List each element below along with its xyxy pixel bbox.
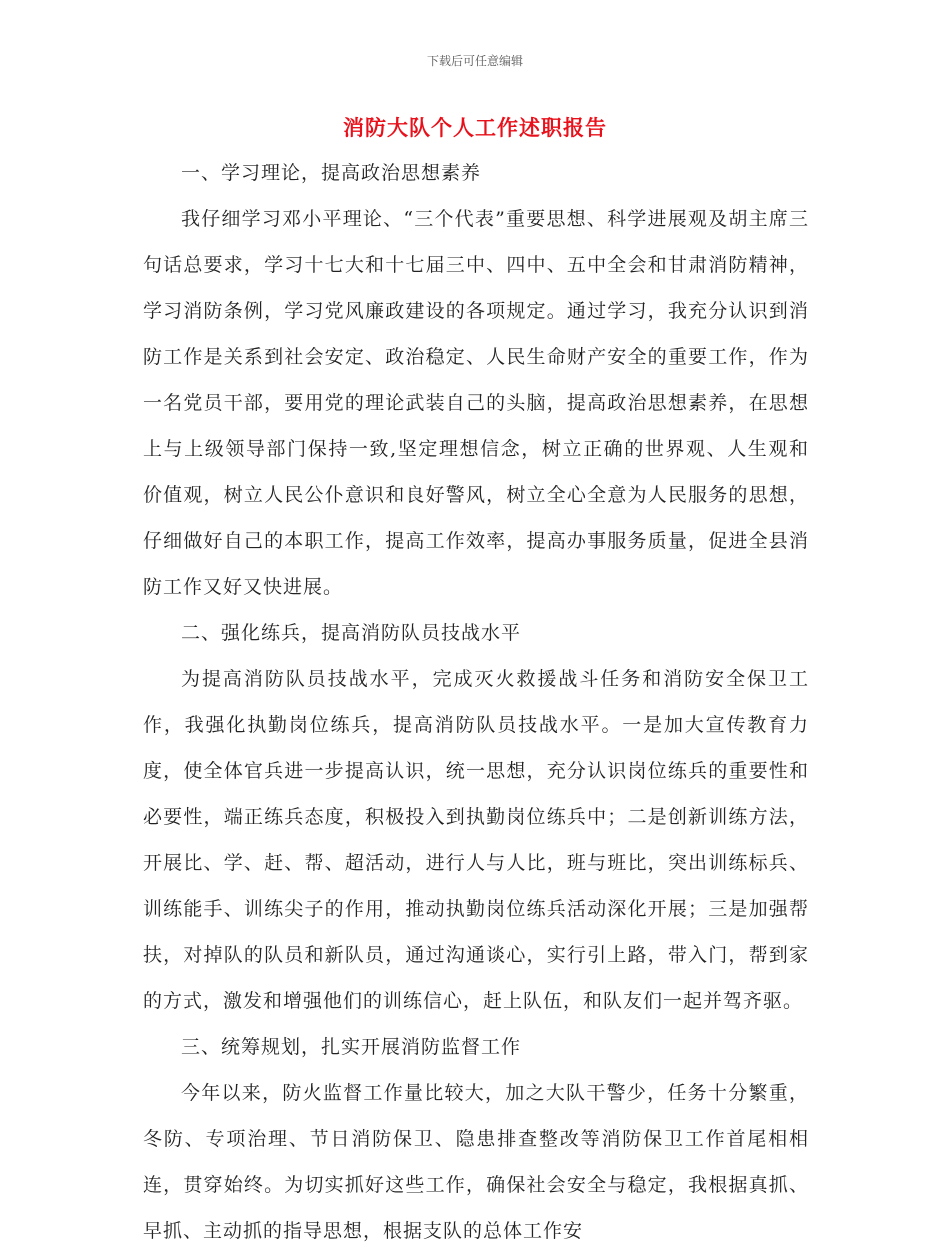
document-body [143, 150, 809, 1254]
section-heading-2: 二、强化练兵，提高消防队员技战水平 [181, 622, 522, 644]
body-paragraph-2: 为提高消防队员技战水平，完成灭火救援战斗任务和消防安全保卫工作，我强化执勤岗位练兵，提高消防队员技战水平。一是加大宣传教育力度，使全体官兵进一步提高认识，统一思想，充分认识岗位练兵的重要性和必要性，端正练兵态度，积极投入到执勤岗位练兵中；二是创新训练方法，开展比、学、赶、帮、超活动，进行人与人比，班与班比，突出训练标兵、训练能手、训练尖子的作用，推动执勤岗位练兵活动深化开展；三是加强帮扶，对掉队的队员和新队员，通过沟通谈心，实行引上路，带入门，帮到家的方式，激发和增强他们的训练信心，赶上队伍，和队友们一起并驾齐驱。 [143, 668, 809, 1012]
section-heading-1: 一、学习理论，提高政治思想素养 [181, 162, 482, 184]
body-paragraph-3: 今年以来，防火监督工作量比较大，加之大队干警少，任务十分繁重，冬防、专项治理、节日消防保卫、隐患排查整改等消防保卫工作首尾相相连，贯穿始终。为切实抓好这些工作，确保社会安全与稳定，我根据真抓、早抓、主动抓的指导思想，根据支队的总体工作安 [143, 1082, 809, 1242]
section-heading-3: 三、统筹规划，扎实开展消防监督工作 [181, 1036, 522, 1058]
page-header-note: 下载后可任意编辑 [426, 54, 523, 68]
document-title: 消防大队个人工作述职报告 [343, 116, 607, 140]
body-paragraph-1: 我仔细学习邓小平理论、“三个代表”重要思想、科学进展观及胡主席三句话总要求，学习十七大和十七届三中、四中、五中全会和甘肃消防精神，学习消防条例，学习党风廉政建设的各项规定。通过学习，我充分认识到消防工作是关系到社会安定、政治稳定、人民生命财产安全的重要工作，作为一名党员干部，要用党的理论武装自己的头脑，提高政治思想素养，在思想上与上级领导部门保持一致,坚定理想信念，树立正确的世界观、人生观和价值观，树立人民公仆意识和良好警风，树立全心全意为人民服务的思想，仔细做好自己的本职工作，提高工作效率，提高办事服务质量，促进全县消防工作又好又快进展。 [143, 208, 809, 598]
